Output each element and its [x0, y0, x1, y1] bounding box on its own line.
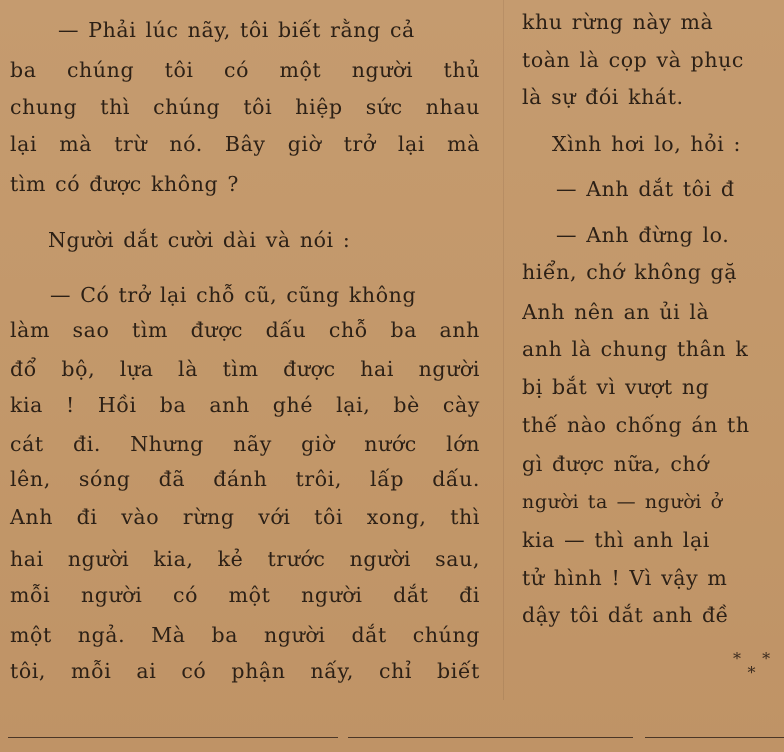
- text-line: kia ! Hồi ba anh ghé lại, bè cày: [10, 393, 480, 417]
- text-line: đổ bộ, lựa là tìm được hai người: [10, 357, 480, 381]
- text-line: toàn là cọp và phục: [522, 48, 745, 72]
- column-gutter: [503, 0, 504, 700]
- text-line: dậy tôi dắt anh đề: [522, 603, 729, 627]
- text-line: ba chúng tôi có một người thủ: [10, 58, 480, 82]
- text-line: anh là chung thân k: [522, 337, 749, 361]
- text-line: khu rừng này mà: [522, 10, 714, 34]
- ornament-text: * * *: [733, 649, 779, 682]
- text-line: một ngả. Mà ba người dắt chúng: [10, 623, 480, 647]
- text-line: — Có trở lại chỗ cũ, cũng không: [50, 283, 417, 307]
- text-line: Anh đi vào rừng với tôi xong, thì: [10, 505, 480, 529]
- footer-rule: [645, 737, 784, 738]
- text-line: Xình hơi lo, hỏi :: [552, 132, 741, 156]
- footer-rule: [8, 737, 338, 738]
- text-line: kia — thì anh lại: [522, 528, 710, 552]
- text-line: lên, sóng đã đánh trôi, lấp dấu.: [10, 467, 480, 491]
- text-line: chung thì chúng tôi hiệp sức nhau: [10, 95, 480, 119]
- text-line: tìm có được không ?: [10, 172, 239, 196]
- text-line: — Anh dắt tôi đ: [556, 177, 735, 201]
- text-line: — Anh đừng lo.: [556, 223, 730, 247]
- text-line: bị bắt vì vượt ng: [522, 375, 710, 399]
- text-line: lại mà trừ nó. Bây giờ trở lại mà: [10, 132, 480, 156]
- text-line: gì được nữa, chớ: [522, 452, 710, 476]
- footer-rule: [348, 737, 633, 738]
- text-line: thế nào chống án th: [522, 413, 750, 437]
- text-line: hai người kia, kẻ trước người sau,: [10, 547, 480, 571]
- section-ornament: [733, 649, 779, 682]
- text-line: Người dắt cười dài và nói :: [48, 228, 351, 252]
- text-line: tôi, mỗi ai có phận nấy, chỉ biết: [10, 659, 480, 683]
- text-line: mỗi người có một người dắt đi: [10, 583, 480, 607]
- text-line: tử hình ! Vì vậy m: [522, 566, 728, 590]
- text-line: Anh nên an ủi là: [522, 300, 710, 324]
- text-line: người ta — người ở: [522, 491, 723, 513]
- right-text-column: [522, 0, 784, 700]
- text-line: làm sao tìm được dấu chỗ ba anh: [10, 318, 480, 342]
- text-line: hiển, chớ không gặ: [522, 260, 738, 284]
- text-line: cát đi. Nhưng nãy giờ nước lớn: [10, 432, 480, 456]
- text-line: — Phải lúc nãy, tôi biết rằng cả: [58, 18, 415, 42]
- text-line: là sự đói khát.: [522, 85, 684, 109]
